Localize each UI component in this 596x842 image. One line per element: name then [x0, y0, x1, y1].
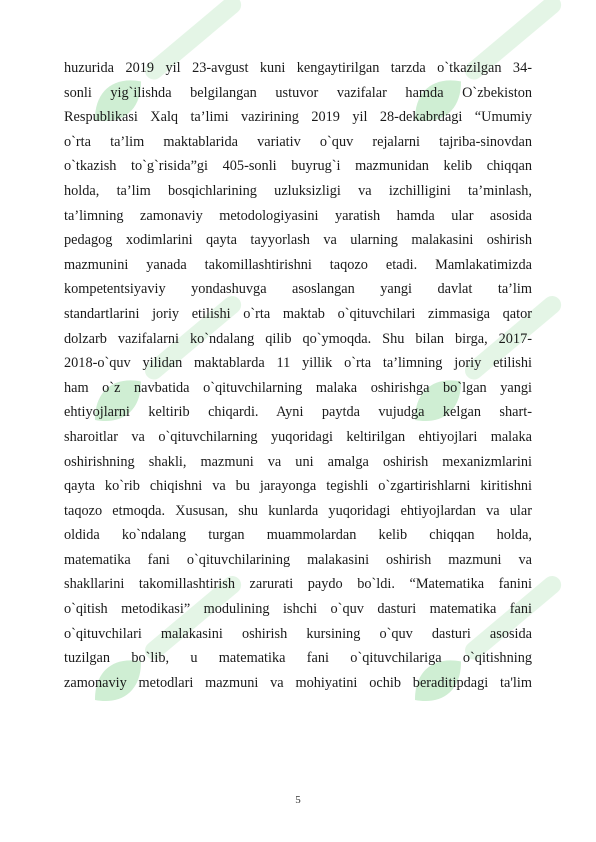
text-line: 2018-o`quv yilidan maktablarda 11 yillik o`rta ta’limning joriy etilishi [64, 355, 532, 372]
text-line: o`tkazish to`g`risida”gi 405-sonli buyrug`i mazmunidan kelib chiqqan [64, 158, 532, 175]
text-line: o`qituvchilari malakasini oshirish kursining o`quv dasturi asosida [64, 625, 532, 642]
text-line: dolzarb vazifalarni ko`ndalang qilib qo`ymoqda. Shu bilan birga, 2017- [64, 330, 532, 347]
text-line: mazmunini yanada takomillashtirishni taqozo etadi. Mamlakatimizda [64, 256, 532, 273]
text-line: oldida ko`ndalang turgan muammolardan kelib chiqqan holda, [64, 527, 532, 544]
text-line: kompetentsiyaviy yondashuvga asoslangan yangi davlat ta’lim [64, 281, 532, 298]
text-line: shakllarini takomillashtirish zarurati paydo bo`ldi. “Matematika fanini [64, 576, 532, 593]
text-line: zamonaviy metodlari mazmuni va mohiyatini ochib beraditipdagi ta'lim [64, 674, 532, 691]
text-line: ta’limning zamonaviy metodologiyasini yaratish hamda ular asosida [64, 207, 532, 224]
text-line: tuzilgan bo`lib, u matematika fani o`qituvchilariga o`qitishning [64, 650, 532, 667]
text-line: pedagog xodimlarini qayta tayyorlash va ularning malakasini oshirish [64, 232, 532, 249]
text-line: qayta ko`rib chiqishni va bu jarayonga tegishli o`zgartirishlarni kiritishni [64, 478, 532, 495]
text-line: sharoitlar va o`qituvchilarning yuqoridagi keltirilgan ehtiyojlari malaka [64, 428, 532, 445]
body-text [64, 56, 532, 695]
text-line: o`qitish metodikasi” modulining ishchi o`quv dasturi matematika fani [64, 601, 532, 618]
text-line: oshirishning shakli, mazmuni va uni amalga oshirish mexanizmlarini [64, 453, 532, 470]
text-line: standartlarini joriy etilishi o`rta maktab o`qituvchilari zimmasiga qator [64, 305, 532, 322]
text-line: sonli yig`ilishda belgilangan ustuvor vazifalar hamda O`zbekiston [64, 84, 532, 101]
text-line: holda, ta’lim bosqichlarining uzluksizligi va izchilligini ta’minlash, [64, 182, 532, 199]
text-line: ehtiyojlarni keltirib chiqardi. Ayni paytda vujudga kelgan shart- [64, 404, 532, 421]
text-line: matematika fani o`qituvchilarining malakasini oshirish mazmuni va [64, 551, 532, 568]
text-line: ham o`z navbatida o`qituvchilarning malaka oshirishga bo`lgan yangi [64, 379, 532, 396]
text-line: Respublikasi Xalq ta’limi vazirining 2019 yil 28-dekabrdagi “Umumiy [64, 109, 532, 126]
text-line: taqozo etmoqda. Xususan, shu kunlarda yuqoridagi ehtiyojlardan va ular [64, 502, 532, 519]
text-line: o`rta ta’lim maktablarida variativ o`quv rejalarni tajriba-sinovdan [64, 133, 532, 150]
text-line: huzurida 2019 yil 23-avgust kuni kengaytirilgan tarzda o`tkazilgan 34- [64, 60, 532, 76]
page-number: 5 [295, 794, 301, 806]
